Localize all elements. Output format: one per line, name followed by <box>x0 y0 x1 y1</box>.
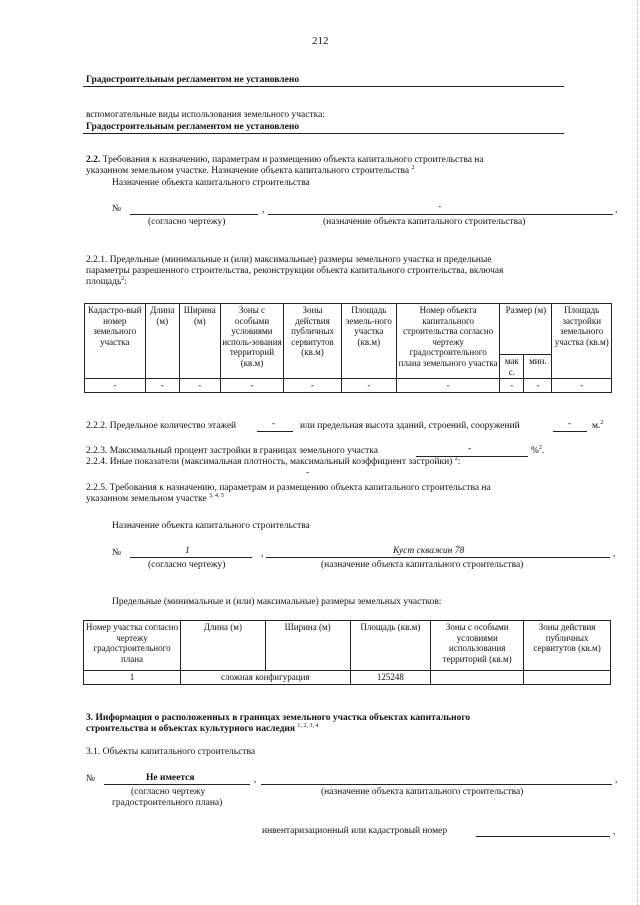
s224-dash: - <box>306 468 310 478</box>
cell: - <box>85 379 146 393</box>
s31-title: 3.1. Объекты капитального строительства <box>86 747 256 757</box>
cell <box>431 671 524 685</box>
comma: , <box>613 549 616 559</box>
height-unit: м.$^2$ <box>592 419 604 431</box>
s222-text2: или предельная высота зданий, строений, сооружений <box>300 421 520 431</box>
s22-sub: Назначение объекта капитального строительства <box>112 178 310 188</box>
plots-table <box>83 620 611 685</box>
object-number: 1 <box>185 546 190 556</box>
cell-dimensions: сложная конфигурация <box>181 671 351 685</box>
cell-area: 125248 <box>350 671 431 685</box>
s225-line1: 2.2.5. Требования к назначению, параметрам и размещению объекта капитального строительства на <box>86 483 491 493</box>
inventory-field-line <box>476 836 610 837</box>
th-max: мак с. <box>500 355 524 379</box>
percent-value: - <box>468 444 472 454</box>
s22-line2: указанном земельном участке. Назначение объекта капитального строительства $^2$ <box>86 164 415 176</box>
th-width: Ширина (м) <box>265 621 350 671</box>
s224-text: 2.2.4. Иные показатели (максимальная плотность, максимальный коэффициент застройки) $^2$: <box>86 455 461 467</box>
table-row <box>85 379 612 393</box>
th-area: Площадь (кв.м) <box>350 621 431 671</box>
aux-label: вспомогательные виды использования земельного участка: <box>86 110 325 120</box>
floors-value: - <box>272 419 276 429</box>
cell: - <box>341 379 396 393</box>
th-plot-number: Номер участка согласно чертежу градостроительного плана <box>84 621 181 671</box>
th-special-zones: Зоны с особыми условиями использования территорий (кв.м) <box>431 621 524 671</box>
s3-line2: строительства и объектах культурного наследия $^{1, 2, 3, 4}$ <box>86 722 319 734</box>
th-object-number: Номер объекта капитального строительства согласно чертежу градостроительного плана земельного участка <box>396 304 499 379</box>
th-width: Ширина (м) <box>179 304 220 379</box>
cell: - <box>524 379 552 393</box>
caption-purpose: (назначение объекта капитального строительства) <box>321 560 524 570</box>
comma: , <box>254 775 257 785</box>
s223-text: 2.2.3. Максимальный процент застройки в границах земельного участка <box>86 446 378 456</box>
th-area: Площадь земель-ного участка (кв.м) <box>341 304 396 379</box>
th-length: Длина (м) <box>145 304 179 379</box>
height-field-line <box>553 431 587 432</box>
s22-line1: 2.2. Требования к назначению, параметрам и размещению объекта капитального строительства на <box>86 155 484 165</box>
cell: - <box>179 379 220 393</box>
cell: - <box>220 379 284 393</box>
top-line-text: Градостроительным регламентом не установлено <box>86 75 300 85</box>
inventory-label: инвентаризационный или кадастровый номер <box>262 826 448 836</box>
comma: , <box>262 205 265 215</box>
caption-purpose: (назначение объекта капитального строительства) <box>323 217 526 227</box>
purpose-dash: - <box>438 202 442 212</box>
no-label: № <box>112 204 122 214</box>
comma: , <box>261 549 264 559</box>
s225-line2: указанном земельном участке $^{3, 4, 5}$ <box>86 492 224 504</box>
s221-line3: площадь$^2$: <box>86 275 127 287</box>
height-value: - <box>568 419 572 429</box>
cell: - <box>284 379 341 393</box>
th-building-area: Площадь застройки земельного участка (кв.м) <box>552 304 612 379</box>
s225-sub: Назначение объекта капитального строительства <box>112 521 310 531</box>
caption-purpose: (назначение объекта капитального строительства) <box>321 787 524 797</box>
purpose-field-line <box>266 557 610 558</box>
number-field-line <box>130 214 258 215</box>
caption-drawing-1: (согласно чертежу <box>131 787 206 797</box>
cell <box>524 671 611 685</box>
object-number: Не имеется <box>146 773 195 783</box>
no-label: № <box>112 548 122 558</box>
caption-drawing: (согласно чертежу) <box>148 560 226 570</box>
cell-plot-number: 1 <box>84 671 181 685</box>
number-field-line <box>104 784 250 785</box>
comma: , <box>615 205 618 215</box>
aux-value: Градостроительным регламентом не установлено <box>86 122 300 132</box>
cell: - <box>500 379 524 393</box>
th-servitude-zones: Зоны действия публичных сервитутов (кв.м) <box>284 304 341 379</box>
limits-text: Предельные (минимальные и (или) максимальные) размеры земельных участков: <box>112 597 442 607</box>
s222-text1: 2.2.2. Предельное количество этажей <box>86 421 237 431</box>
th-size: Размер (м) <box>500 304 552 355</box>
no-label: № <box>86 774 96 784</box>
purpose-field-line <box>268 214 613 215</box>
percent-unit: %$^2$. <box>531 444 545 456</box>
number-field-line <box>130 557 252 558</box>
floors-field-line <box>257 431 293 432</box>
caption-drawing-2: градостроительного плана) <box>112 798 223 808</box>
page-edge-dotted <box>636 0 638 905</box>
params-table <box>84 303 612 393</box>
table-row <box>84 671 611 685</box>
object-purpose: Куст скважин 78 <box>393 546 465 556</box>
comma: , <box>615 775 618 785</box>
th-cadastral: Кадастро-вый номер земельного участка <box>85 304 146 379</box>
page-number: 212 <box>312 35 329 47</box>
comma: , <box>613 827 616 837</box>
underline <box>83 133 564 134</box>
th-min: мин. <box>524 355 552 379</box>
cell: - <box>552 379 612 393</box>
s221-line2: параметры разрешенного строительства, реконструкции объекта капитального строительства, включая <box>86 266 504 276</box>
th-special-zones: Зоны с особыми условиями исполь-зования территорий (кв.м) <box>220 304 284 379</box>
th-servitude-zones: Зоны действия публичных сервитутов (кв.м) <box>524 621 611 671</box>
caption-drawing: (согласно чертежу) <box>148 217 226 227</box>
s3-line1: 3. Информация о расположенных в границах земельного участка объектах капитального <box>86 713 471 723</box>
cell: - <box>145 379 179 393</box>
underline <box>83 86 564 87</box>
s221-line1: 2.2.1. Предельные (минимальные и (или) максимальные) размеры земельного участка и предельные <box>86 255 492 265</box>
cell: - <box>396 379 499 393</box>
purpose-field-line <box>261 784 612 785</box>
th-length: Длина (м) <box>181 621 266 671</box>
